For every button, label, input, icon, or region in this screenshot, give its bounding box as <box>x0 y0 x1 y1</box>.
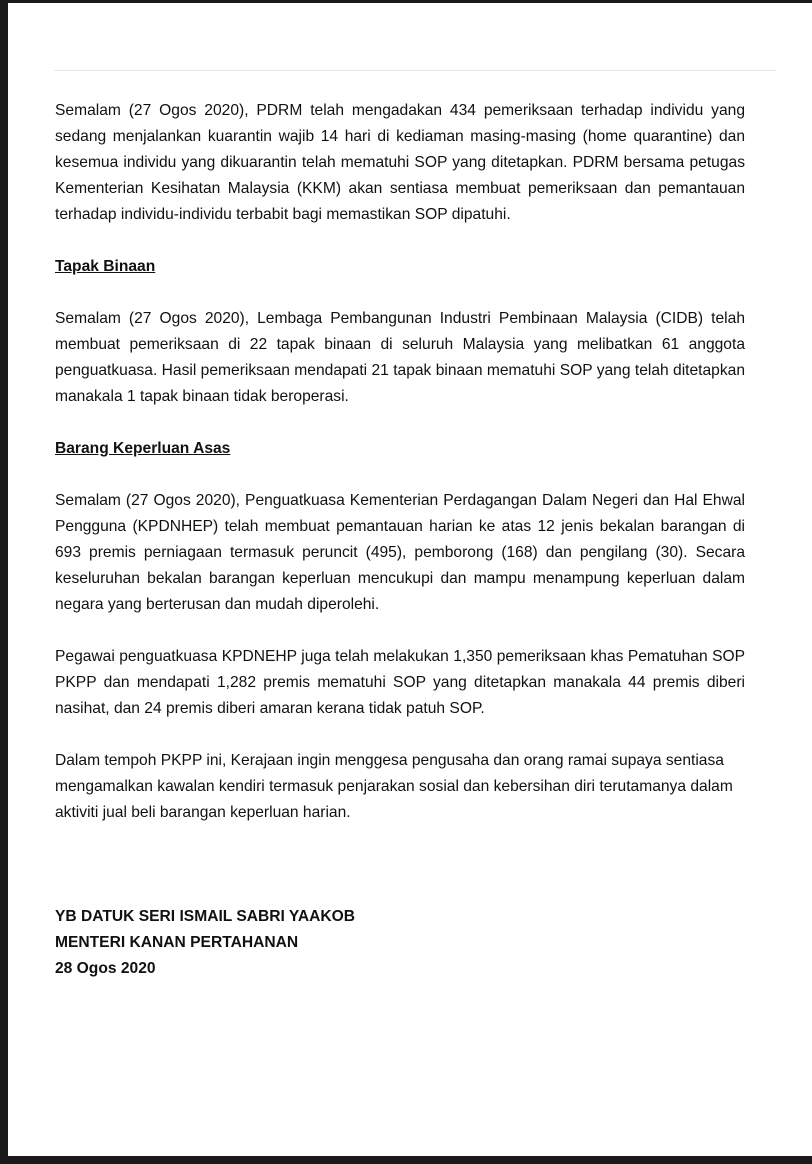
heading-barang-keperluan-asas: Barang Keperluan Asas <box>55 440 231 457</box>
heading-tapak-binaan: Tapak Binaan <box>55 258 156 275</box>
paragraph-kpdnhep: Semalam (27 Ogos 2020), Penguatkuasa Kementerian Perdagangan Dalam Negeri dan Hal Ehwal Pengguna (KPDNHEP) telah membuat pemantauan harian ke atas 12 jenis bekalan barangan di 693 premis perniagaan termasuk peruncit (495), pemborong (168) dan pengilang (30). Secara keseluruhan bekalan barangan keperluan mencukupi dan mampu menampung keperluan dalam negara yang berterusan dan mudah diperolehi. <box>55 492 745 613</box>
signature-title: MENTERI KANAN PERTAHANAN <box>55 934 299 951</box>
paragraph-tempoh-pkpp: Dalam tempoh PKPP ini, Kerajaan ingin menggesa pengusaha dan orang ramai supaya sentiasa mengamalkan kawalan kendiri termasuk penjarakan sosial dan kebersihan diri terutamanya dalam aktiviti jual beli barangan keperluan harian. <box>55 752 733 821</box>
signature-date: 28 Ogos 2020 <box>55 960 156 977</box>
signature-block <box>55 904 745 982</box>
document-body <box>55 98 745 982</box>
header-divider <box>54 70 776 71</box>
document-page <box>8 3 812 1156</box>
signature-name: YB DATUK SERI ISMAIL SABRI YAAKOB <box>55 908 356 925</box>
paragraph-pegawai: Pegawai penguatkuasa KPDNEHP juga telah melakukan 1,350 pemeriksaan khas Pematuhan SOP PKPP dan mendapati 1,282 premis mematuhi SOP yang ditetapkan manakala 44 premis diberi nasihat, dan 24 premis diberi amaran kerana tidak patuh SOP. <box>55 648 745 717</box>
paragraph-pdrm: Semalam (27 Ogos 2020), PDRM telah mengadakan 434 pemeriksaan terhadap individu yang sedang menjalankan kuarantin wajib 14 hari di kediaman masing-masing (home quarantine) dan kesemua individu yang dikuarantin telah mematuhi SOP yang ditetapkan. PDRM bersama petugas Kementerian Kesihatan Malaysia (KKM) akan sentiasa membuat pemeriksaan dan pemantauan terhadap individu-individu terbabit bagi memastikan SOP dipatuhi. <box>55 102 745 223</box>
paragraph-cidb: Semalam (27 Ogos 2020), Lembaga Pembangunan Industri Pembinaan Malaysia (CIDB) telah membuat pemeriksaan di 22 tapak binaan di seluruh Malaysia yang melibatkan 61 anggota penguatkuasa. Hasil pemeriksaan mendapati 21 tapak binaan mematuhi SOP yang telah ditetapkan manakala 1 tapak binaan tidak beroperasi. <box>55 310 745 405</box>
